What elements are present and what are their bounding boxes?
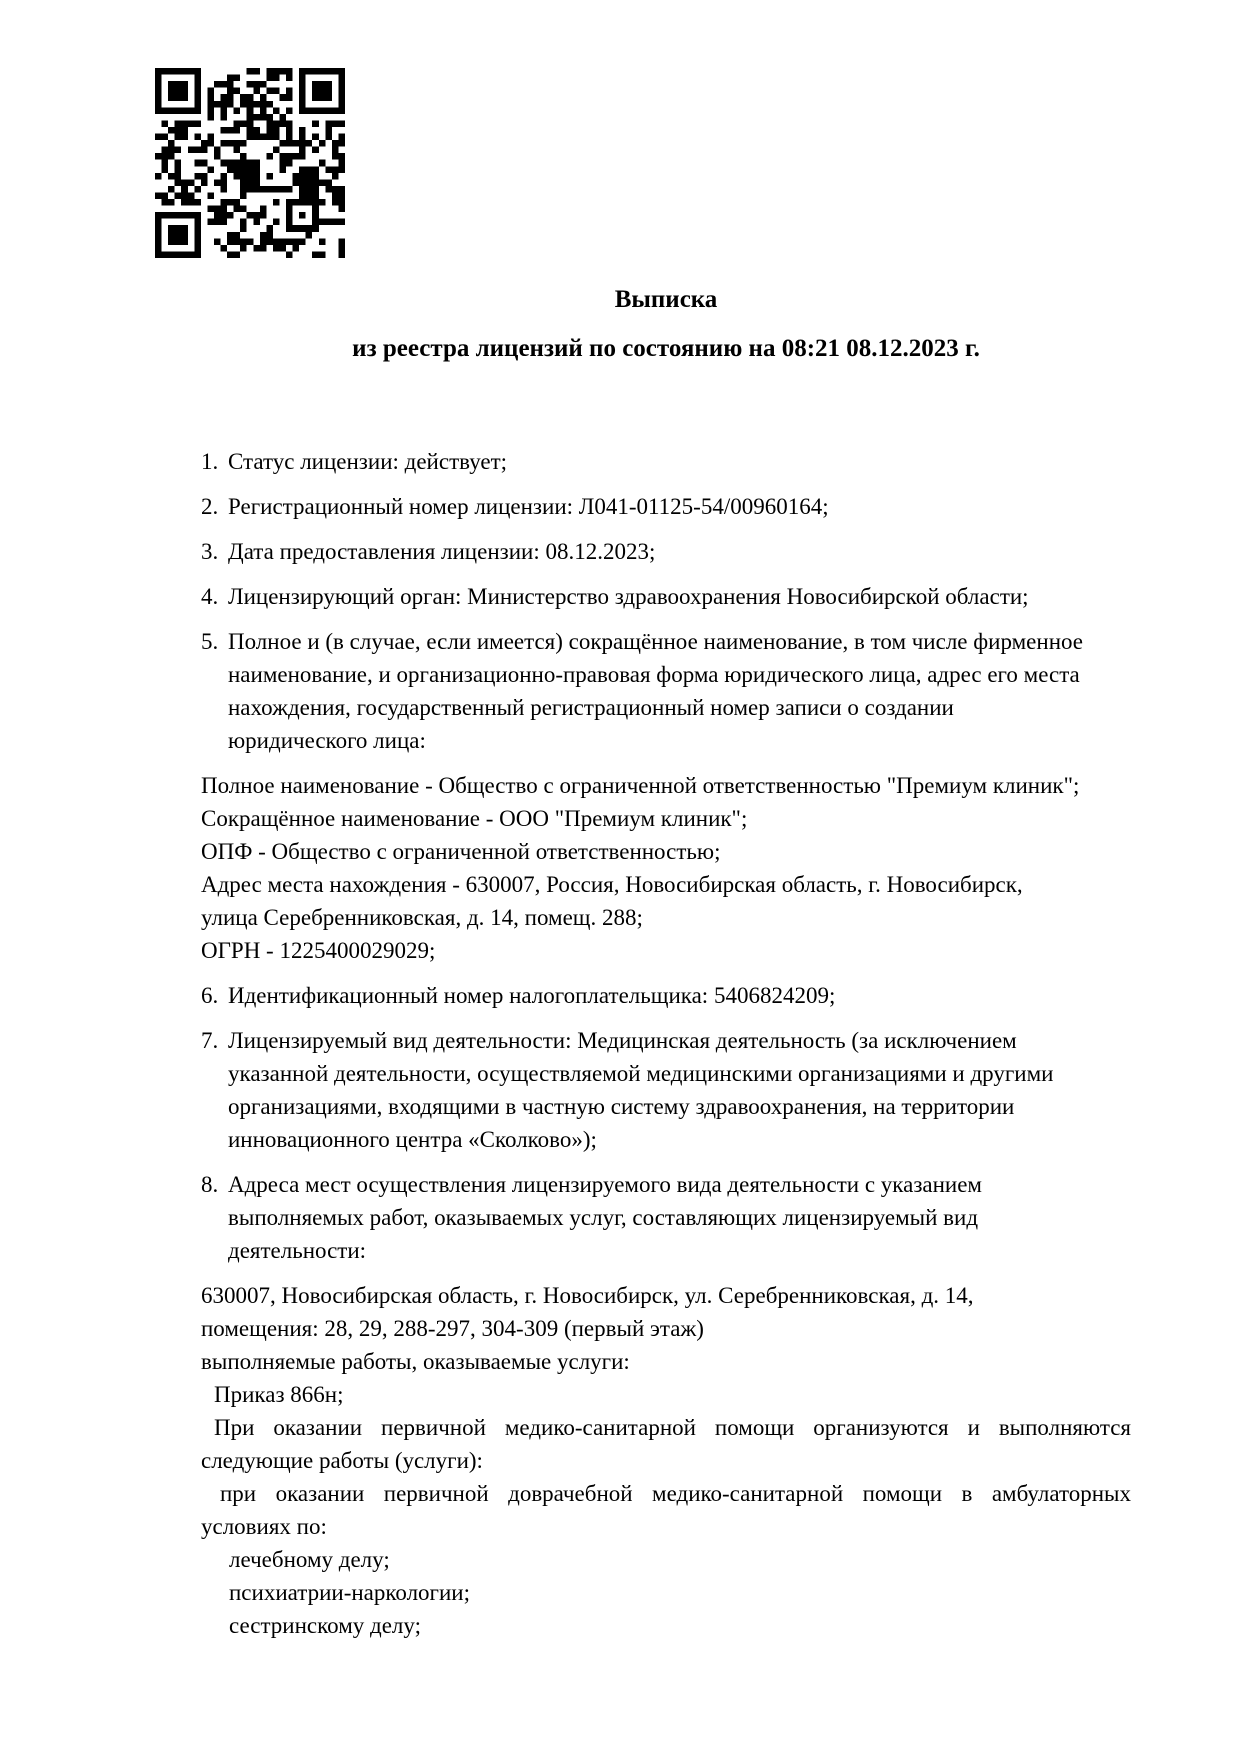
item-7-text-line: организациями, входящими в частную систему здравоохранения, на территории — [228, 1094, 1015, 1119]
qr-code-icon — [155, 68, 345, 258]
service-item: сестринскому делу; — [229, 1613, 421, 1638]
item-8-text-line: выполняемых работ, оказываемых услуг, составляющих лицензируемый вид — [228, 1205, 979, 1230]
item-6-number: 6. — [201, 983, 219, 1008]
document-content — [201, 283, 1131, 1654]
list-item-2 — [201, 490, 1131, 523]
activity-text-line: следующие работы (услуги): — [201, 1448, 483, 1473]
item-7-text-line: указанной деятельности, осуществляемой медицинскими организациями и другими — [228, 1061, 1054, 1086]
item-7-number: 7. — [201, 1028, 219, 1053]
org-full-name: Полное наименование - Общество с ограниченной ответственностью "Премиум клиник"; — [201, 773, 1080, 798]
item-8-text-line: деятельности: — [228, 1238, 367, 1263]
org-short-name: Сокращённое наименование - ООО "Премиум клиник"; — [201, 806, 748, 831]
item-1-text: Статус лицензии: действует; — [228, 449, 508, 474]
item-5-text-line: Полное и (в случае, если имеется) сокращённое наименование, в том числе фирменное — [228, 629, 1083, 654]
item-7-text-line: Лицензируемый вид деятельности: Медицинская деятельность (за исключением — [228, 1028, 1017, 1053]
list-item-3 — [201, 535, 1131, 568]
item-8-text-line: Адреса мест осуществления лицензируемого вида деятельности с указанием — [228, 1172, 982, 1197]
item-5-text-line: нахождения, государственный регистрационный номер записи о создании — [228, 695, 954, 720]
org-address-line: Адрес места нахождения - 630007, Россия, Новосибирская область, г. Новосибирск, — [201, 872, 1023, 897]
activity-text-line: условиях по: — [201, 1514, 327, 1539]
item-4-number: 4. — [201, 584, 219, 609]
activity-address-line: 630007, Новосибирская область, г. Новосибирск, ул. Серебренниковская, д. 14, — [201, 1283, 974, 1308]
item-3-text: Дата предоставления лицензии: 08.12.2023; — [228, 539, 656, 564]
item-5-number: 5. — [201, 629, 219, 654]
org-address-line: улица Серебренниковская, д. 14, помещ. 288; — [201, 905, 643, 930]
list-item-6 — [201, 979, 1131, 1012]
activity-address-line: помещения: 28, 29, 288-297, 304-309 (первый этаж) — [201, 1316, 704, 1341]
service-item: лечебному делу; — [229, 1547, 390, 1572]
list-item-1 — [201, 445, 1131, 478]
activity-text-line: При оказании первичной медико-санитарной помощи организуются и выполняются — [214, 1415, 1131, 1440]
document-subtitle: из реестра лицензий по состоянию на 08:21 08.12.2023 г. — [352, 335, 980, 362]
item-8-number: 8. — [201, 1172, 219, 1197]
activity-works-label: выполняемые работы, оказываемые услуги: — [201, 1349, 630, 1374]
item-5-text-line: наименование, и организационно-правовая форма юридического лица, адрес его места — [228, 662, 1080, 687]
item-4-text: Лицензирующий орган: Министерство здравоохранения Новосибирской области; — [228, 584, 1029, 609]
item-7-text-line: инновационного центра «Сколково»); — [228, 1127, 597, 1152]
item-1-number: 1. — [201, 449, 219, 474]
item-5-text-line: юридического лица: — [228, 728, 426, 753]
activity-text-line: при оказании первичной доврачебной медико-санитарной помощи в амбулаторных — [220, 1481, 1131, 1506]
list-item-5 — [201, 625, 1131, 757]
organization-details — [201, 769, 1131, 967]
service-item: психиатрии-наркологии; — [229, 1580, 470, 1605]
list-item-8 — [201, 1168, 1131, 1267]
item-2-text: Регистрационный номер лицензии: Л041-01125-54/00960164; — [228, 494, 829, 519]
document-title: Выписка — [614, 286, 718, 313]
item-3-number: 3. — [201, 539, 219, 564]
list-item-4 — [201, 580, 1131, 613]
item-2-number: 2. — [201, 494, 219, 519]
order-reference: Приказ 866н; — [214, 1382, 344, 1407]
org-ogrn: ОГРН - 1225400029029; — [201, 938, 436, 963]
activity-address-details — [201, 1279, 1131, 1642]
org-legal-form: ОПФ - Общество с ограниченной ответственностью; — [201, 839, 721, 864]
list-item-7 — [201, 1024, 1131, 1156]
item-6-text: Идентификационный номер налогоплательщика: 5406824209; — [228, 983, 836, 1008]
